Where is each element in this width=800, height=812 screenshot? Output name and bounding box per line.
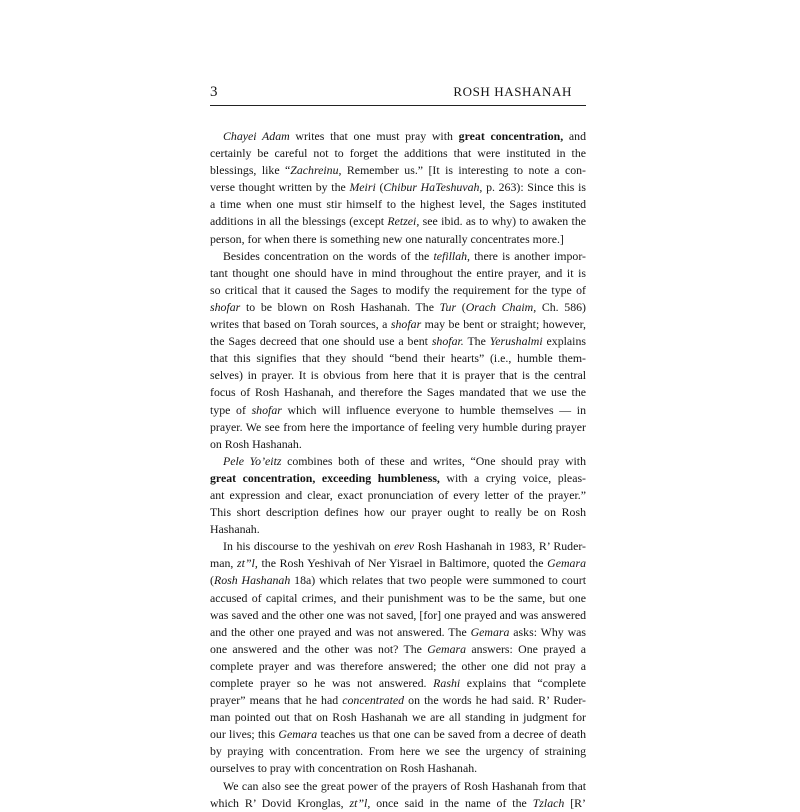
text-line [210, 470, 586, 487]
text-run: Remember us.” [It is interesting to note a con- [341, 163, 586, 178]
italic-run: Chibur HaTeshuvah, [383, 180, 483, 195]
text-line [210, 162, 586, 179]
text-run: that this signifies that they should “bend their hearts” (i.e., humble them- [210, 351, 586, 366]
page-number: 3 [210, 84, 218, 100]
italic-run: tefillah, [433, 248, 470, 263]
italic-run: Gemara [278, 727, 318, 742]
text-run: 18a) which relates that two people were summoned to court [290, 573, 587, 588]
italic-run: Tzlach [532, 795, 565, 810]
italic-run: shofar [390, 317, 422, 332]
text-line [210, 145, 586, 162]
text-line [210, 128, 586, 145]
text-run: ant expression and clear, exact pronunciation of every letter of the prayer.” [210, 487, 586, 502]
text-run: there is another impor- [470, 248, 586, 263]
text-line [210, 453, 586, 470]
paragraph [210, 538, 586, 777]
text-line [210, 419, 586, 436]
text-run: prayer. We see from here the importance of feeling very humble during prayer [210, 419, 586, 434]
text-run: to be blown on Rosh Hashanah. The [240, 299, 440, 314]
text-run: person, for when there is something new one naturally concentrates more.] [210, 231, 564, 246]
text-run: complete prayer and was therefore answered; the other one did not pray a [210, 658, 586, 673]
text-line [210, 590, 586, 607]
text-run: which will influence everyone to humble themselves — in [281, 402, 586, 417]
text-line [210, 760, 586, 777]
text-line [210, 521, 586, 538]
text-line [210, 350, 586, 367]
text-line [210, 624, 586, 641]
text-line [210, 778, 586, 795]
text-line [210, 179, 586, 196]
italic-run: concentrated [342, 693, 405, 708]
text-line [210, 333, 586, 350]
italic-run: Retzei, [387, 214, 420, 229]
text-run: certainly be careful not to forget the additions that were instituted in the [210, 146, 586, 161]
italic-run: Orach Chaim, [465, 299, 537, 314]
text-run: blessings, like “ [210, 163, 291, 178]
text-run: once said in the name of the [370, 795, 533, 810]
text-run: our lives; this [210, 727, 279, 742]
text-run: so critical that it caused the Sages to modify the requirement for the type of [210, 282, 586, 297]
text-line [210, 196, 586, 213]
text-run: In his discourse to the yeshivah on [223, 539, 395, 554]
italic-run: Rashi [433, 676, 461, 690]
text-run: asks: Why was [509, 624, 586, 639]
text-line [210, 402, 586, 419]
italic-run: erev [394, 539, 415, 554]
text-line [210, 795, 586, 812]
text-run: explains that “complete [460, 676, 587, 690]
italic-run: Gemara [427, 641, 467, 656]
text-line [210, 538, 586, 555]
text-run: The [463, 334, 490, 349]
text-run: teaches us that one can be saved from a decree of death [317, 727, 586, 742]
italic-run: Tur [439, 299, 457, 314]
text-run: tant thought one should have in mind throughout the entire prayer, and it is [210, 265, 586, 280]
italic-run: Chayei Adam [223, 129, 290, 143]
text-run: ( [210, 573, 214, 588]
text-run: the Rosh Yeshivah of Ner Yisrael in Baltimore, quoted the [257, 556, 548, 571]
italic-run: Gemara [547, 556, 586, 571]
book-page [210, 84, 586, 812]
text-run: ourselves to pray with concentration on Rosh Hashanah. [210, 761, 478, 776]
text-line [210, 367, 586, 384]
text-line [210, 282, 586, 299]
text-run: writes that one must pray with [289, 129, 459, 143]
italic-run: shofar [251, 402, 282, 417]
italic-run: Pele Yo’eitz [223, 453, 282, 468]
text-line [210, 658, 586, 675]
text-run: see ibid. as to why) to awaken the [419, 214, 586, 229]
text-line [210, 709, 586, 726]
text-run: Rosh Hashanah in 1983, R’ Ruder- [414, 539, 587, 554]
text-run: which R’ Dovid Kronglas, [210, 795, 350, 810]
text-run: verse thought written by the [210, 180, 350, 195]
paragraph [210, 778, 586, 812]
text-run: p. 263): Since this is [482, 180, 586, 195]
text-run: the Sages decreed that one should use a bent [210, 334, 432, 349]
text-line [210, 692, 586, 709]
text-run: prayer” means that he had [210, 693, 343, 708]
text-line [210, 231, 586, 248]
text-line [210, 726, 586, 743]
italic-run: zt”l, [349, 795, 371, 810]
text-line [210, 436, 586, 453]
text-line [210, 607, 586, 624]
text-run: [R’ [564, 795, 586, 810]
text-run: a time when one must stir himself to the highest level, the Sages instituted [210, 197, 586, 212]
text-run: writes that based on Torah sources, a [210, 317, 391, 332]
paragraph [210, 248, 586, 453]
text-run: explains [542, 334, 586, 349]
text-run: answers: One prayed a [466, 641, 586, 656]
text-line [210, 675, 586, 692]
italic-run: zt”l, [237, 556, 258, 571]
text-line [210, 384, 586, 401]
text-line [210, 265, 586, 282]
text-run: may be bent or straight; however, [421, 317, 587, 332]
italic-run: Gemara [470, 624, 510, 639]
text-run: type of [210, 402, 252, 417]
text-run: complete prayer so he was not answered. [210, 676, 434, 690]
bold-run: great concentration, exceeding humbleness, [210, 470, 440, 485]
text-line [210, 572, 586, 589]
text-run: Besides concentration on the words of the [223, 248, 434, 263]
text-run: one answered and the other was not? The [210, 641, 428, 656]
text-run: man, [210, 556, 238, 571]
text-run: by praying with concentration. From here we see the urgency of straining [210, 744, 586, 759]
text-line [210, 316, 586, 333]
italic-run: Yerushalmi [489, 334, 543, 349]
text-run: Ch. 586) [536, 299, 586, 314]
text-run: with a crying voice, pleas- [439, 470, 587, 485]
paragraph [210, 453, 586, 538]
text-run: Hashanah. [210, 522, 260, 537]
text-line [210, 504, 586, 521]
text-line [210, 248, 586, 265]
italic-run: shofar [210, 299, 241, 314]
italic-run: Zachreinu, [290, 163, 342, 178]
italic-run: shofar. [431, 334, 464, 349]
text-run: additions in all the blessings (except [210, 214, 388, 229]
text-run: accused of capital crimes, and their punishment was to be the same, but one [210, 590, 586, 605]
text-run: focus of Rosh Hashanah, and therefore the Sages mandated that we use the [210, 385, 586, 400]
text-run: ( [456, 299, 466, 314]
text-line [210, 743, 586, 760]
text-run: ( [375, 180, 384, 195]
text-line [210, 555, 586, 572]
bold-run: great concentration, [458, 129, 564, 143]
text-line [210, 487, 586, 504]
paragraph [210, 128, 586, 248]
text-run: on Rosh Hashanah. [210, 436, 302, 451]
text-run: was saved and the other one was not saved, [for] one prayed and was answered [210, 607, 586, 622]
text-run: on the words he had said. R’ Ruder- [404, 693, 586, 708]
text-run: and [563, 129, 586, 143]
text-line [210, 213, 586, 230]
text-line [210, 299, 586, 316]
text-run: combines both of these and writes, “One should pray with [281, 453, 587, 468]
running-header [210, 84, 586, 106]
text-run: and the other one prayed and was not answered. The [210, 624, 471, 639]
text-run: selves) in prayer. It is obvious from here that it is prayer that is the central [210, 368, 586, 383]
italic-run: Rosh Hashanah [213, 573, 291, 588]
text-run: This short description defines how our prayer ought to really be on Rosh [210, 505, 586, 520]
italic-run: Meiri [349, 180, 376, 195]
text-run: We can also see the great power of the prayers of Rosh Hashanah from that [223, 778, 586, 793]
text-run: man pointed out that on Rosh Hashanah we are all standing in judgment for [210, 710, 586, 725]
text-line [210, 641, 586, 658]
body-text [210, 128, 586, 812]
running-title: ROSH HASHANAH [453, 84, 572, 99]
